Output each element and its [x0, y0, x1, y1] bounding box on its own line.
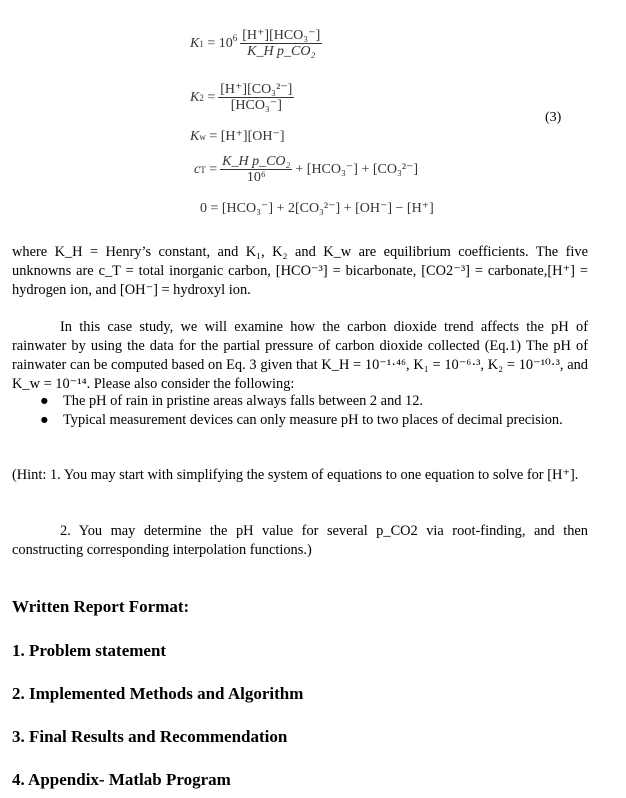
kw-symbol: K	[190, 128, 200, 144]
bullet-text: The pH of rain in pristine areas always falls between 2 and 12.	[63, 393, 424, 409]
ct-rest: + [HCO₃⁻] + [CO₃²⁻]	[295, 162, 419, 177]
paragraph-definitions: where K_H = Henry’s constant, and K₁, K₂ and K_w are equilibrium coefficients. The five unknowns are c_T = total inorganic carbon, [HCO⁻³] = bicarbonate, [CO2⁻³] = carbonate,[H⁺] = hydrogen ion, and [OH⁻] = hydroxyl ion.	[12, 244, 588, 298]
charge-balance-text: 0 = [HCO₃⁻] + 2[CO₃²⁻] + [OH⁻] − [H⁺]	[200, 201, 434, 216]
section-heading: 4. Appendix- Matlab Program	[12, 770, 231, 789]
k2-symbol: K	[190, 89, 200, 105]
k2-subscript: 2	[199, 92, 204, 103]
k2-fraction	[218, 82, 294, 113]
list-item	[12, 392, 588, 411]
section-heading: 2. Implemented Methods and Algorithm	[12, 684, 304, 703]
equation-ct: c T = $\frac{\text{K\_H p\_CO₂}}{\text{10⁶}}$ + [HCO₃⁻] + [CO₃²⁻]	[194, 154, 419, 185]
report-format-heading: Written Report Format:	[12, 597, 190, 616]
ct-numerator: K_H p_CO₂	[222, 154, 291, 169]
equation-k2: K 2 = $\frac{\text{[H⁺][CO₃²⁻]}}{\text{[HCO₃⁻]}}$	[190, 82, 293, 113]
k2-denominator: [HCO₃⁻]	[230, 98, 282, 113]
ct-symbol: c	[194, 161, 201, 177]
considerations-list	[12, 392, 588, 430]
equation-charge-balance	[200, 200, 434, 217]
bullet-text: Typical measurement devices can only measure pH to two places of decimal precision.	[63, 412, 563, 428]
ct-denominator: 10⁶	[246, 170, 266, 185]
k1-denominator: K_H p_CO₂	[247, 44, 316, 59]
k1-subscript: 1	[199, 38, 204, 49]
k1-fraction	[240, 28, 322, 59]
hint-1: (Hint: 1. You may start with simplifying the system of equations to one equation to solve for [H⁺].	[12, 467, 579, 483]
equation-kw	[190, 128, 285, 145]
paragraph-case-study: In this case study, we will examine how the carbon dioxide trend affects the pH of rainwater by using the data for the partial pressure of carbon dioxide collected (Eq.1) The pH of rainwater can be computed based on Eq. 3 given that K_H = 10⁻¹·⁴⁶, K₁ = 10⁻⁶·³, K₂ = 10⁻¹⁰·³, and K_w = 10⁻¹⁴. Please also consider the following:	[12, 319, 588, 392]
kw-subscript: w	[199, 131, 206, 142]
equation-number: (3)	[545, 110, 562, 125]
hint-2: 2. You may determine the pH value for several p_CO2 via root-finding, and then constructing corresponding interpolation functions.)	[12, 523, 588, 558]
bullet-icon: ●	[40, 412, 49, 428]
bullet-icon: ●	[40, 393, 49, 409]
section-heading: 1. Problem statement	[12, 641, 167, 660]
section-heading: 3. Final Results and Recommendation	[12, 727, 288, 746]
k1-symbol: K	[190, 35, 200, 51]
k2-numerator: [H⁺][CO₃²⁻]	[220, 82, 293, 97]
k1-exponent: 6	[232, 32, 238, 43]
equation-k1	[190, 28, 325, 59]
list-item	[12, 411, 588, 430]
kw-rhs: = [H⁺][OH⁻]	[209, 129, 285, 144]
ct-subscript: T	[200, 164, 206, 175]
k1-numerator: [H⁺][HCO₃⁻]	[242, 28, 321, 43]
ct-fraction	[220, 154, 292, 185]
k1-factor: = 10	[207, 35, 233, 51]
